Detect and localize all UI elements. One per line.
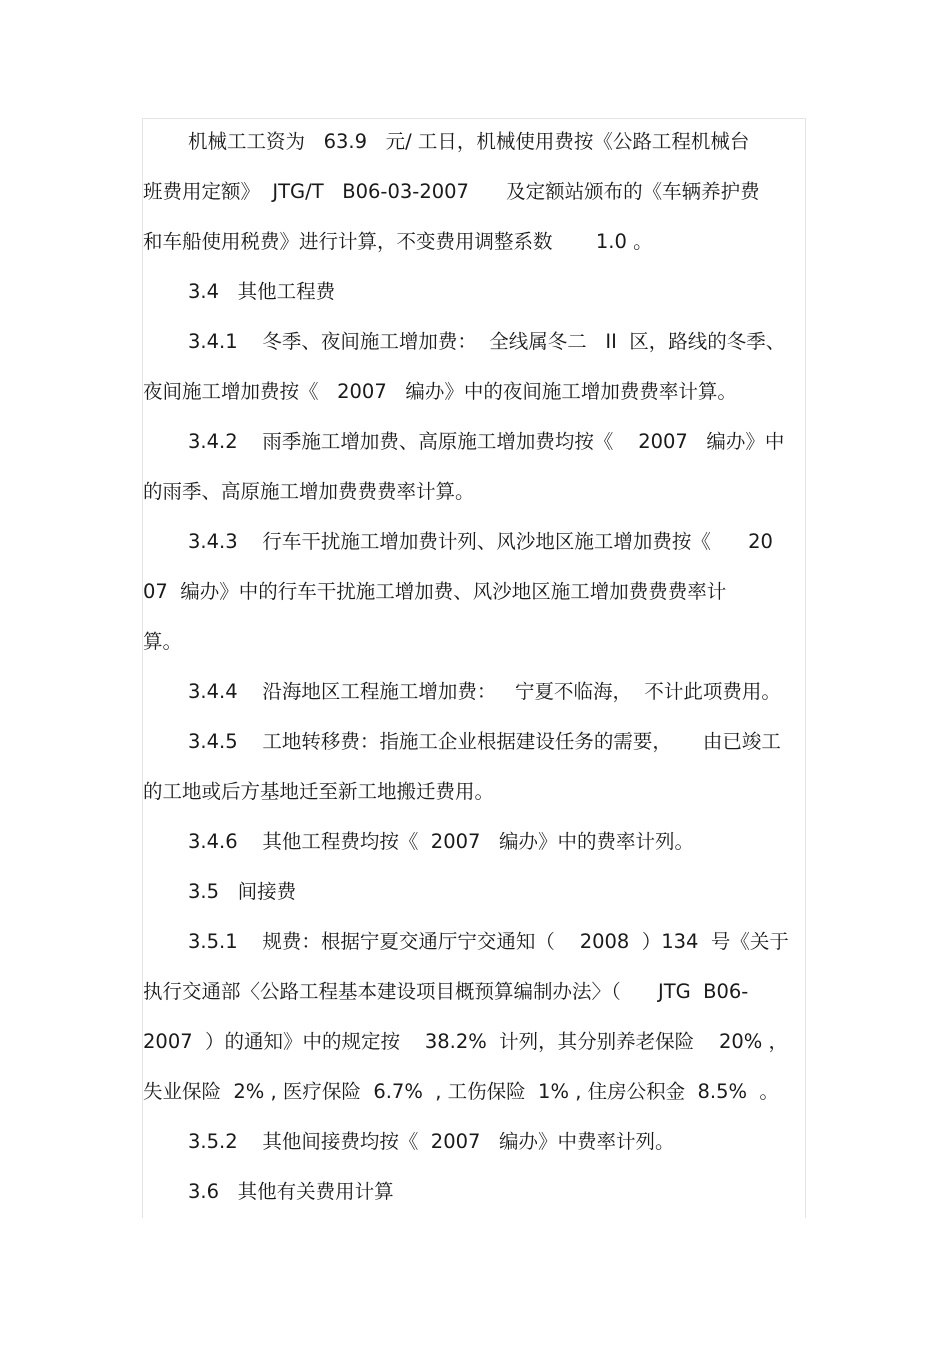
text-line: 执行交通部〈公路工程基本建设项目概预算编制办法〉（ JTG B06- <box>143 980 749 1003</box>
text-line: 夜间施工增加费按《 2007 编办》中的夜间施工增加费费率计算。 <box>143 380 737 403</box>
text-line: 3.4.1 冬季、夜间施工增加费： 全线属冬二 II 区，路线的冬季、 <box>188 330 786 353</box>
text-line: 3.4.5 工地转移费：指施工企业根据建设任务的需要， 由已竣工 <box>188 730 781 753</box>
document-body <box>143 122 807 1222</box>
text-line: 失业保险 2% , 医疗保险 6.7% , 工伤保险 1% , 住房公积金 8.5% 。 <box>143 1080 779 1103</box>
text-line: 的雨季、高原施工增加费费费率计算。 <box>143 480 475 503</box>
text-line: 3.4.6 其他工程费均按《 2007 编办》中的费率计列。 <box>188 830 695 853</box>
text-line: 的工地或后方基地迁至新工地搬迁费用。 <box>143 780 495 803</box>
text-line: 3.4 其他工程费 <box>188 280 336 303</box>
text-line: 07 编办》中的行车干扰施工增加费、风沙地区施工增加费费费率计 <box>143 580 727 603</box>
text-line: 3.4.2 雨季施工增加费、高原施工增加费均按《 2007 编办》中 <box>188 430 785 453</box>
text-line: 3.5.1 规费：根据宁夏交通厅宁交通知（ 2008 ）134 号《关于 <box>188 930 789 953</box>
text-line: 3.6 其他有关费用计算 <box>188 1180 394 1203</box>
text-line: 机械工工资为 63.9 元/ 工日，机械使用费按《公路工程机械台 <box>188 130 750 153</box>
text-line: 和车船使用税费》进行计算，不变费用调整系数 1.0 。 <box>143 230 653 253</box>
text-line: 3.5.2 其他间接费均按《 2007 编办》中费率计列。 <box>188 1130 675 1153</box>
text-line: 3.5 间接费 <box>188 880 297 903</box>
text-line: 3.4.3 行车干扰施工增加费计列、风沙地区施工增加费按《 20 <box>188 530 773 553</box>
text-line: 算。 <box>143 630 183 653</box>
text-line: 3.4.4 沿海地区工程施工增加费： 宁夏不临海， 不计此项费用。 <box>188 680 781 703</box>
text-line: 2007 ）的通知》中的规定按 38.2% 计列，其分别养老保险 20% ， <box>143 1030 788 1053</box>
text-line: 班费用定额》 JTG/T B06-03-2007 及定额站颁布的《车辆养护费 <box>143 180 760 203</box>
